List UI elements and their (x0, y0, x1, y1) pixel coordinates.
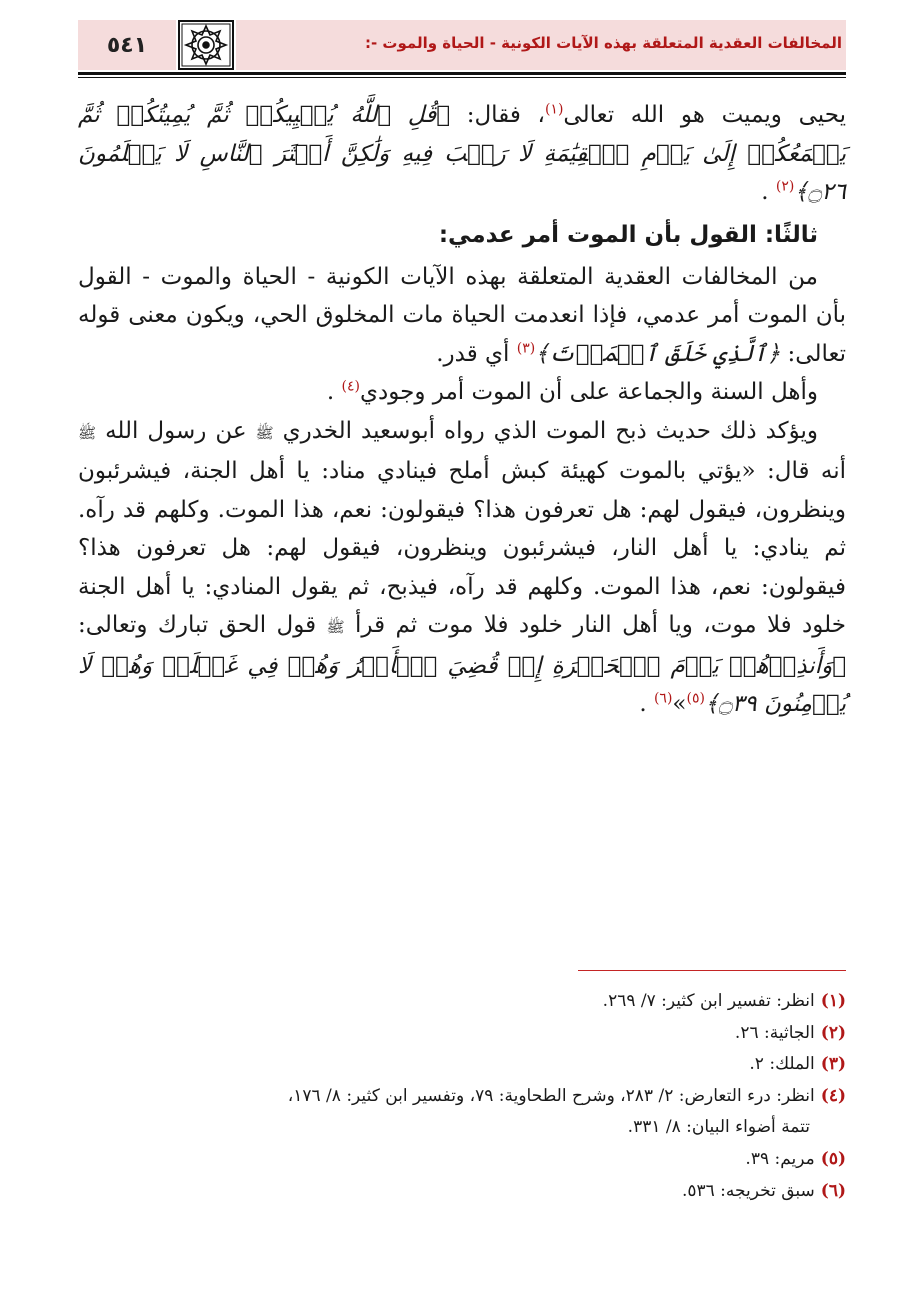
footnote-ref: (١) (544, 101, 564, 118)
section-heading: ثالثًا: القول بأن الموت أمر عدمي: (438, 221, 818, 248)
footnote-6 (78, 1176, 846, 1208)
footnote-number: (٥) (820, 1148, 846, 1169)
footnote-text: انظر: تفسير ابن كثير: ٧/ ٢٦٩. (602, 991, 815, 1011)
page-number: ٥٤١ (78, 20, 176, 70)
text-span: عن رسول الله (96, 417, 256, 444)
footnote-4-continuation: تتمة أضواء البيان: ٨/ ٣٣١. (627, 1117, 810, 1138)
quran-verse: ﴿وَأَنذِرۡهُمۡ يَوۡمَ ٱلۡحَسۡرَةِ إِذۡ قُضِيَ ٱلۡأَمۡرُ وَهُمۡ فِي غَفۡلَةٖ وَهُمۡ لَا يُؤۡمِنُونَ ۝٣٩﴾ (78, 652, 846, 717)
footnote-number: (٢) (820, 1022, 846, 1043)
footnote-number: (٤) (820, 1085, 846, 1106)
paragraph-3 (78, 373, 846, 412)
header-rule-thin (78, 77, 846, 78)
footnote-number: (٣) (820, 1054, 846, 1075)
text-span: قول الحق تبارك وتعالى: (78, 612, 327, 638)
paragraph-2 (78, 258, 846, 374)
text-span: من المخالفات العقدية المتعلقة بهذه الآيات الكونية - الحياة والموت - القول بأن الموت أمر عدمي، فإذا انعدمت الحياة مات المخلوق الحي، ويكون معنى قوله تعالى: (78, 263, 846, 367)
paragraph-1 (78, 96, 846, 212)
footnote-ref: (٦) (653, 690, 673, 707)
footnote-text: انظر: درء التعارض: ٢/ ٢٨٣، وشرح الطحاوية: ٧٩، وتفسير ابن كثير: ٨/ ١٧٦، (287, 1085, 815, 1106)
running-title: المخالفات العقدية المتعلقة بهذه الآيات الكونية - الحياة والموت -: (364, 34, 842, 52)
main-text (78, 96, 846, 724)
text-span: ويؤكد ذلك حديث ذبح الموت الذي رواه أبوسعيد الخدري (273, 417, 818, 444)
footnote-5 (78, 1144, 846, 1176)
footnote-ref: (٢) (775, 178, 795, 195)
footnote-1 (78, 986, 846, 1018)
footnote-number: (٦) (820, 1180, 846, 1201)
page-header (78, 20, 846, 70)
quran-verse: ﴿قُلِ ٱللَّهُ يُحۡيِيكُمۡ ثُمَّ يُمِيتُكُمۡ ثُمَّ يَجۡمَعُكُمۡ إِلَىٰ يَوۡمِ ٱلۡقِيَٰمَةِ لَا رَيۡبَ فِيهِ وَلَٰكِنَّ أَكۡثَرَ ٱلنَّاسِ لَا يَعۡلَمُونَ ۝٢٦﴾ (78, 102, 846, 205)
honorific-glyph: ﷺ (326, 618, 345, 636)
footnotes (78, 986, 846, 1207)
arabesque-ornament-icon (178, 20, 234, 70)
footnote-text: الملك: ٢. (749, 1054, 815, 1075)
footnote-ref: (٣) (516, 339, 536, 356)
footnote-separator (578, 970, 846, 971)
footnote-text: مريم: ٣٩. (745, 1148, 815, 1169)
footnote-text: الجاثية: ٢٦. (734, 1022, 815, 1043)
quran-verse: ﴿ٱلَّذِي خَلَقَ ٱلۡمَوۡتَ﴾ (535, 340, 781, 367)
text-span: ، فقال: (450, 102, 545, 128)
text-span: . (326, 379, 342, 405)
footnote-text: سبق تخريجه: ٥٣٦. (681, 1180, 815, 1201)
honorific-glyph: ﷺ (255, 423, 274, 442)
text-span: أي قدر. (436, 340, 517, 367)
footnote-number: (١) (820, 991, 846, 1011)
text-span: . (761, 179, 776, 205)
footnote-4 (78, 1081, 846, 1113)
text-span: » (672, 691, 687, 717)
running-title-band (236, 20, 846, 70)
text-span: أنه قال: «يؤتي بالموت كهيئة كبش أملح فينادي مناد: يا أهل الجنة، فيشرئبون وينظرون، فيقول لهم: هل تعرفون هذا؟ فيقولون: نعم، هذا الموت. وكلهم قد رآه. ثم ينادي: يا أهل النار، فيشرئبون وينظرون، فيقول لهم: هل تعرفون هذا؟ فيقولون: نعم، هذا الموت. وكلهم قد رآه، فيذبح، ثم يقول المنادي: يا أهل الجنة خلود فلا موت، ويا أهل النار خلود فلا موت ثم قرأ (78, 458, 846, 638)
footnote-2 (78, 1018, 846, 1050)
footnote-3 (78, 1049, 846, 1081)
footnote-ref: (٤) (341, 378, 360, 395)
paragraph-4 (78, 412, 846, 724)
text-span: وأهل السنة والجماعة على أن الموت أمر وجودي (360, 379, 818, 405)
text-span: يحيى ويميت هو الله تعالى (563, 102, 846, 128)
footnote-ref: (٥) (686, 690, 705, 707)
header-rule (78, 72, 846, 75)
text-span: . (639, 691, 654, 717)
honorific-glyph: ﷺ (78, 423, 97, 442)
